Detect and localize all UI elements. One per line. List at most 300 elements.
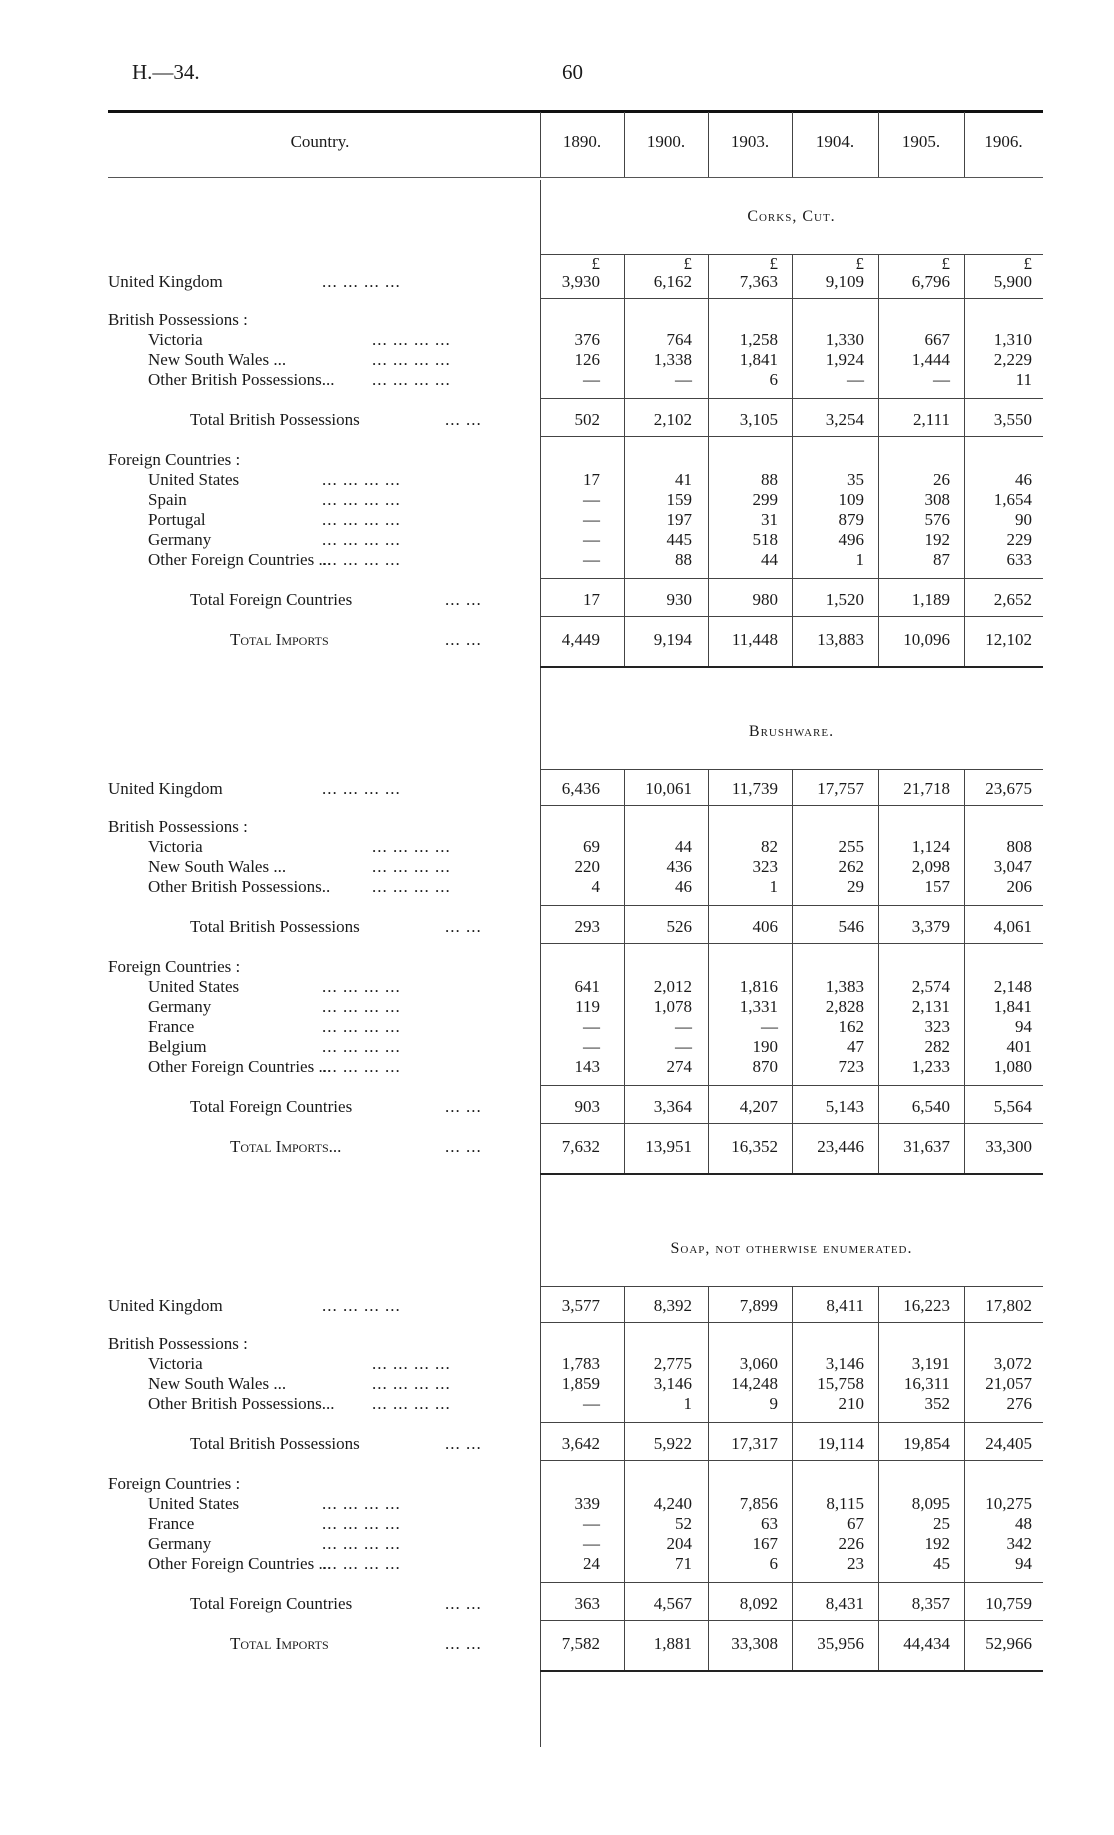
value-cell: — <box>583 1534 600 1553</box>
value-cell: 4,207 <box>739 1097 778 1116</box>
value-cell: 633 <box>1006 550 1032 569</box>
value-cell: 13,883 <box>817 630 864 649</box>
value-cell: 11 <box>1015 370 1032 389</box>
value-cell: 406 <box>752 917 778 936</box>
value-cell: — <box>583 550 600 569</box>
value-cell: 9 <box>769 1394 778 1413</box>
value-cell: 576 <box>924 510 950 529</box>
value-cell: 7,363 <box>739 272 778 291</box>
united-kingdom-row-label: United Kingdom <box>108 272 223 291</box>
value-cell: 2,148 <box>993 977 1032 996</box>
column-divider <box>624 1286 625 1670</box>
value-cell: — <box>847 370 864 389</box>
value-cell: 33,308 <box>731 1634 778 1653</box>
leader-dots: ... ... ... ... <box>322 550 401 569</box>
value-cell: 52,966 <box>985 1634 1032 1653</box>
value-cell: 17,317 <box>731 1434 778 1453</box>
value-cell: 5,564 <box>993 1097 1032 1116</box>
year-column-header: 1900. <box>646 132 686 151</box>
year-column-header: 1906. <box>984 132 1023 151</box>
value-cell: 29 <box>847 877 864 896</box>
value-cell: 48 <box>1015 1514 1032 1533</box>
value-cell: — <box>583 1394 600 1413</box>
value-cell: 31 <box>761 510 778 529</box>
value-cell: 276 <box>1006 1394 1032 1413</box>
leader-dots: ... ... <box>445 1594 482 1613</box>
year-column-header: 1903. <box>730 132 770 151</box>
leader-dots: ... ... ... ... <box>322 272 401 291</box>
value-cell: 1,841 <box>993 997 1032 1016</box>
british-row-label: Other British Possessions... <box>148 370 335 389</box>
header-column-divider <box>792 112 793 177</box>
foreign-countries-heading: Foreign Countries : <box>108 450 241 469</box>
british-possessions-heading: British Possessions : <box>108 1334 248 1353</box>
column-divider <box>878 254 879 666</box>
value-cell: 35 <box>847 470 864 489</box>
value-cell: 323 <box>924 1017 950 1036</box>
column-divider <box>792 254 793 666</box>
year-column-header: 1904. <box>815 132 855 151</box>
value-cell: — <box>761 1017 778 1036</box>
value-cell: 16,223 <box>903 1296 950 1315</box>
value-cell: 255 <box>838 837 864 856</box>
value-cell: 9,109 <box>825 272 864 291</box>
value-cell: 6 <box>769 1554 778 1573</box>
value-cell: 2,574 <box>911 977 950 996</box>
currency-symbol: £ <box>855 254 864 273</box>
value-cell: 4,240 <box>653 1494 692 1513</box>
value-cell: 1,881 <box>653 1634 692 1653</box>
value-cell: 641 <box>574 977 600 996</box>
value-cell: 11,448 <box>731 630 778 649</box>
value-cell: 2,102 <box>653 410 692 429</box>
value-cell: 4,567 <box>653 1594 692 1613</box>
value-cell: 2,131 <box>911 997 950 1016</box>
value-cell: 1,816 <box>739 977 778 996</box>
leader-dots: ... ... ... ... <box>322 470 401 489</box>
value-cell: 401 <box>1006 1037 1032 1056</box>
year-column-header: 1905. <box>901 132 941 151</box>
foreign-row-label: Germany <box>148 1534 212 1553</box>
column-divider <box>792 1286 793 1670</box>
value-cell: 903 <box>574 1097 600 1116</box>
value-cell: 226 <box>838 1534 864 1553</box>
column-divider <box>964 254 965 666</box>
value-cell: 2,098 <box>911 857 950 876</box>
value-cell: 7,899 <box>739 1296 778 1315</box>
value-cell: 930 <box>666 590 692 609</box>
column-divider <box>624 254 625 666</box>
section-title: Corks, Cut. <box>747 208 836 225</box>
value-cell: — <box>675 370 692 389</box>
value-cell: 88 <box>761 470 778 489</box>
value-cell: — <box>583 370 600 389</box>
foreign-row-label: United States <box>148 1494 240 1513</box>
section-bottom-rule <box>540 1670 1043 1672</box>
value-cell: 1 <box>769 877 778 896</box>
value-cell: 44 <box>675 837 692 856</box>
section-bottom-rule <box>540 1173 1043 1175</box>
value-cell: 1,444 <box>911 350 950 369</box>
value-cell: 8,431 <box>825 1594 864 1613</box>
foreign-row-label: Other Foreign Countries ... <box>148 1554 332 1573</box>
header-column-divider <box>878 112 879 177</box>
value-cell: 3,642 <box>561 1434 600 1453</box>
value-cell: 23,446 <box>817 1137 864 1156</box>
value-cell: 5,922 <box>653 1434 692 1453</box>
value-cell: 87 <box>933 550 950 569</box>
value-cell: 25 <box>933 1514 950 1533</box>
value-cell: 8,092 <box>739 1594 778 1613</box>
value-cell: 1,258 <box>739 330 778 349</box>
leader-dots: ... ... ... ... <box>322 977 401 996</box>
leader-dots: ... ... ... ... <box>372 857 451 876</box>
value-cell: 46 <box>1015 470 1032 489</box>
value-cell: 5,143 <box>825 1097 864 1116</box>
value-cell: 8,095 <box>911 1494 950 1513</box>
value-cell: 723 <box>838 1057 864 1076</box>
value-cell: 1,383 <box>825 977 864 996</box>
value-cell: 10,096 <box>903 630 950 649</box>
value-cell: 190 <box>752 1037 778 1056</box>
foreign-row-label: United States <box>148 977 240 996</box>
value-cell: 1,841 <box>739 350 778 369</box>
value-cell: — <box>675 1017 692 1036</box>
value-cell: 342 <box>1006 1534 1032 1553</box>
british-row-label: Victoria <box>148 1354 203 1373</box>
value-cell: 220 <box>574 857 600 876</box>
value-cell: 24 <box>583 1554 600 1573</box>
column-divider <box>964 769 965 1173</box>
section-bottom-rule <box>540 666 1043 668</box>
total-british-row-label: Total British Possessions <box>190 917 360 936</box>
value-cell: 6,796 <box>911 272 950 291</box>
value-cell: 44,434 <box>903 1634 950 1653</box>
value-cell: 26 <box>933 470 950 489</box>
year-column-header: 1890. <box>562 132 602 151</box>
section-title: Brushware. <box>748 723 835 740</box>
value-cell: 376 <box>574 330 600 349</box>
leader-dots: ... ... ... ... <box>322 997 401 1016</box>
value-cell: 526 <box>666 917 692 936</box>
value-cell: 17,802 <box>985 1296 1032 1315</box>
value-cell: 126 <box>574 350 600 369</box>
total-british-row-label: Total British Possessions <box>190 410 360 429</box>
value-cell: 10,759 <box>985 1594 1032 1613</box>
value-cell: 17 <box>583 470 600 489</box>
leader-dots: ... ... ... ... <box>322 1037 401 1056</box>
value-cell: 14,248 <box>731 1374 778 1393</box>
value-cell: 262 <box>838 857 864 876</box>
value-cell: 6,540 <box>911 1097 950 1116</box>
united-kingdom-row-label: United Kingdom <box>108 779 223 798</box>
british-possessions-heading: British Possessions : <box>108 310 248 329</box>
british-row-label: New South Wales ... <box>148 1374 287 1393</box>
value-cell: 71 <box>675 1554 692 1573</box>
value-cell: 502 <box>574 410 600 429</box>
value-cell: 47 <box>847 1037 864 1056</box>
column-divider <box>878 1286 879 1670</box>
british-row-label: New South Wales ... <box>148 350 287 369</box>
leader-dots: ... ... <box>445 410 482 429</box>
value-cell: 10,275 <box>985 1494 1032 1513</box>
value-cell: 8,115 <box>826 1494 864 1513</box>
total-imports-row-label: Total Imports <box>230 1634 329 1653</box>
value-cell: 35,956 <box>817 1634 864 1653</box>
value-cell: 21,057 <box>985 1374 1032 1393</box>
value-cell: 206 <box>1006 877 1032 896</box>
value-cell: 17 <box>583 590 600 609</box>
value-cell: 21,718 <box>903 779 950 798</box>
value-cell: 4,449 <box>561 630 600 649</box>
value-cell: 109 <box>838 490 864 509</box>
value-cell: 339 <box>574 1494 600 1513</box>
value-cell: 157 <box>924 877 950 896</box>
value-cell: 3,577 <box>561 1296 600 1315</box>
value-cell: 879 <box>838 510 864 529</box>
value-cell: 229 <box>1006 530 1032 549</box>
value-cell: 518 <box>752 530 778 549</box>
value-cell: 2,012 <box>653 977 692 996</box>
leader-dots: ... ... ... ... <box>372 1354 451 1373</box>
foreign-row-label: Germany <box>148 530 212 549</box>
value-cell: 764 <box>666 330 692 349</box>
value-cell: 299 <box>752 490 778 509</box>
value-cell: 16,311 <box>903 1374 950 1393</box>
leader-dots: ... ... ... ... <box>322 779 401 798</box>
value-cell: 45 <box>933 1554 950 1573</box>
value-cell: 3,105 <box>739 410 778 429</box>
value-cell: 3,930 <box>561 272 600 291</box>
leader-dots: ... ... ... ... <box>322 1514 401 1533</box>
leader-dots: ... ... ... ... <box>322 1057 401 1076</box>
section-left-border <box>540 1212 541 1747</box>
header-column-divider <box>964 112 965 177</box>
value-cell: 19,854 <box>903 1434 950 1453</box>
value-cell: 5,900 <box>993 272 1032 291</box>
leader-dots: ... ... <box>445 590 482 609</box>
value-cell: 6,436 <box>561 779 600 798</box>
value-cell: 3,254 <box>825 410 864 429</box>
value-cell: 496 <box>838 530 864 549</box>
value-cell: 436 <box>666 857 692 876</box>
value-cell: 167 <box>752 1534 778 1553</box>
section-title: Soap, not otherwise enumerated. <box>670 1240 913 1257</box>
value-cell: 1,924 <box>825 350 864 369</box>
value-cell: 11,739 <box>731 779 778 798</box>
value-cell: 2,111 <box>913 410 950 429</box>
foreign-row-label: France <box>148 1514 195 1533</box>
foreign-row-label: Spain <box>148 490 187 509</box>
leader-dots: ... ... ... ... <box>372 370 451 389</box>
column-divider <box>878 769 879 1173</box>
value-cell: 1,233 <box>911 1057 950 1076</box>
page-number: 60 <box>562 60 583 84</box>
value-cell: 162 <box>838 1017 864 1036</box>
value-cell: 192 <box>924 530 950 549</box>
value-cell: 3,060 <box>739 1354 778 1373</box>
value-cell: 1,078 <box>653 997 692 1016</box>
foreign-countries-heading: Foreign Countries : <box>108 1474 241 1493</box>
leader-dots: ... ... <box>445 917 482 936</box>
value-cell: 1,310 <box>993 330 1032 349</box>
value-cell: 63 <box>761 1514 778 1533</box>
leader-dots: ... ... <box>445 1137 482 1156</box>
british-row-label: Victoria <box>148 330 203 349</box>
value-cell: 210 <box>838 1394 864 1413</box>
total-british-row-label: Total British Possessions <box>190 1434 360 1453</box>
value-cell: 3,364 <box>653 1097 692 1116</box>
value-cell: 3,146 <box>825 1354 864 1373</box>
value-cell: 808 <box>1006 837 1032 856</box>
value-cell: 1,080 <box>993 1057 1032 1076</box>
value-cell: 9,194 <box>653 630 692 649</box>
foreign-row-label: Portugal <box>148 510 206 529</box>
value-cell: 1,330 <box>825 330 864 349</box>
column-divider <box>964 1286 965 1670</box>
value-cell: 323 <box>752 857 778 876</box>
value-cell: 3,047 <box>993 857 1032 876</box>
leader-dots: ... ... ... ... <box>322 490 401 509</box>
british-row-label: Other British Possessions.. <box>148 877 331 896</box>
value-cell: 4,061 <box>993 917 1032 936</box>
value-cell: 546 <box>838 917 864 936</box>
value-cell: 3,379 <box>911 917 950 936</box>
header-rule <box>108 177 1043 178</box>
value-cell: — <box>583 530 600 549</box>
value-cell: 1,124 <box>911 837 950 856</box>
column-divider <box>624 769 625 1173</box>
value-cell: 8,392 <box>653 1296 692 1315</box>
value-cell: 1,783 <box>561 1354 600 1373</box>
foreign-row-label: Other Foreign Countries ... <box>148 1057 332 1076</box>
top-rule <box>108 110 1043 113</box>
header-column-divider <box>540 112 541 177</box>
value-cell: 204 <box>666 1534 692 1553</box>
foreign-row-label: United States <box>148 470 240 489</box>
value-cell: 363 <box>574 1594 600 1613</box>
value-cell: 3,146 <box>653 1374 692 1393</box>
value-cell: 17,757 <box>817 779 864 798</box>
value-cell: — <box>583 1514 600 1533</box>
value-cell: 293 <box>574 917 600 936</box>
value-cell: 667 <box>924 330 950 349</box>
value-cell: 3,550 <box>993 410 1032 429</box>
leader-dots: ... ... <box>445 1634 482 1653</box>
value-cell: — <box>933 370 950 389</box>
british-possessions-heading: British Possessions : <box>108 817 248 836</box>
value-cell: 1,859 <box>561 1374 600 1393</box>
value-cell: 119 <box>575 997 600 1016</box>
leader-dots: ... ... ... ... <box>372 837 451 856</box>
value-cell: 1,654 <box>993 490 1032 509</box>
value-cell: 6 <box>769 370 778 389</box>
value-cell: 10,061 <box>645 779 692 798</box>
value-cell: 19,114 <box>817 1434 864 1453</box>
value-cell: 41 <box>675 470 692 489</box>
currency-symbol: £ <box>683 254 692 273</box>
value-cell: 980 <box>752 590 778 609</box>
value-cell: 4 <box>591 877 600 896</box>
leader-dots: ... ... ... ... <box>372 1374 451 1393</box>
currency-symbol: £ <box>769 254 778 273</box>
value-cell: 1,189 <box>911 590 950 609</box>
total-imports-row-label: Total Imports <box>230 630 329 649</box>
value-cell: 24,405 <box>985 1434 1032 1453</box>
value-cell: — <box>583 490 600 509</box>
british-row-label: Victoria <box>148 837 203 856</box>
leader-dots: ... ... ... ... <box>322 1534 401 1553</box>
value-cell: 33,300 <box>985 1137 1032 1156</box>
value-cell: 23 <box>847 1554 864 1573</box>
value-cell: 7,856 <box>739 1494 778 1513</box>
leader-dots: ... ... ... ... <box>372 1394 451 1413</box>
value-cell: 90 <box>1015 510 1032 529</box>
value-cell: 2,828 <box>825 997 864 1016</box>
value-cell: 8,357 <box>911 1594 950 1613</box>
leader-dots: ... ... ... ... <box>322 530 401 549</box>
value-cell: 3,191 <box>911 1354 950 1373</box>
value-cell: 52 <box>675 1514 692 1533</box>
value-cell: 8,411 <box>826 1296 864 1315</box>
leader-dots: ... ... ... ... <box>372 350 451 369</box>
value-cell: 46 <box>675 877 692 896</box>
british-row-label: New South Wales ... <box>148 857 287 876</box>
column-divider <box>708 769 709 1173</box>
value-cell: 1,331 <box>739 997 778 1016</box>
foreign-row-label: Germany <box>148 997 212 1016</box>
value-cell: — <box>675 1037 692 1056</box>
united-kingdom-row-label: United Kingdom <box>108 1296 223 1315</box>
country-column-header: Country. <box>290 132 350 151</box>
value-cell: 88 <box>675 550 692 569</box>
value-cell: 69 <box>583 837 600 856</box>
value-cell: 143 <box>574 1057 600 1076</box>
value-cell: 1 <box>683 1394 692 1413</box>
currency-symbol: £ <box>941 254 950 273</box>
value-cell: 870 <box>752 1057 778 1076</box>
value-cell: 7,632 <box>561 1137 600 1156</box>
value-cell: 3,072 <box>993 1354 1032 1373</box>
value-cell: 82 <box>761 837 778 856</box>
value-cell: 274 <box>666 1057 692 1076</box>
leader-dots: ... ... <box>445 1434 482 1453</box>
value-cell: 192 <box>924 1534 950 1553</box>
value-cell: 12,102 <box>985 630 1032 649</box>
value-cell: 282 <box>924 1037 950 1056</box>
value-cell: 2,775 <box>653 1354 692 1373</box>
value-cell: 1 <box>855 550 864 569</box>
column-divider <box>708 254 709 666</box>
page-code: H.—34. <box>132 60 200 84</box>
value-cell: 1,338 <box>653 350 692 369</box>
leader-dots: ... ... ... ... <box>372 330 451 349</box>
value-cell: 308 <box>924 490 950 509</box>
foreign-countries-heading: Foreign Countries : <box>108 957 241 976</box>
header-column-divider <box>624 112 625 177</box>
leader-dots: ... ... <box>445 1097 482 1116</box>
value-cell: 159 <box>666 490 692 509</box>
value-cell: — <box>583 1037 600 1056</box>
value-cell: 16,352 <box>731 1137 778 1156</box>
value-cell: 44 <box>761 550 778 569</box>
value-cell: 352 <box>924 1394 950 1413</box>
leader-dots: ... ... ... ... <box>322 1554 401 1573</box>
column-divider <box>708 1286 709 1670</box>
leader-dots: ... ... ... ... <box>322 1296 401 1315</box>
leader-dots: ... ... <box>445 630 482 649</box>
value-cell: 13,951 <box>645 1137 692 1156</box>
